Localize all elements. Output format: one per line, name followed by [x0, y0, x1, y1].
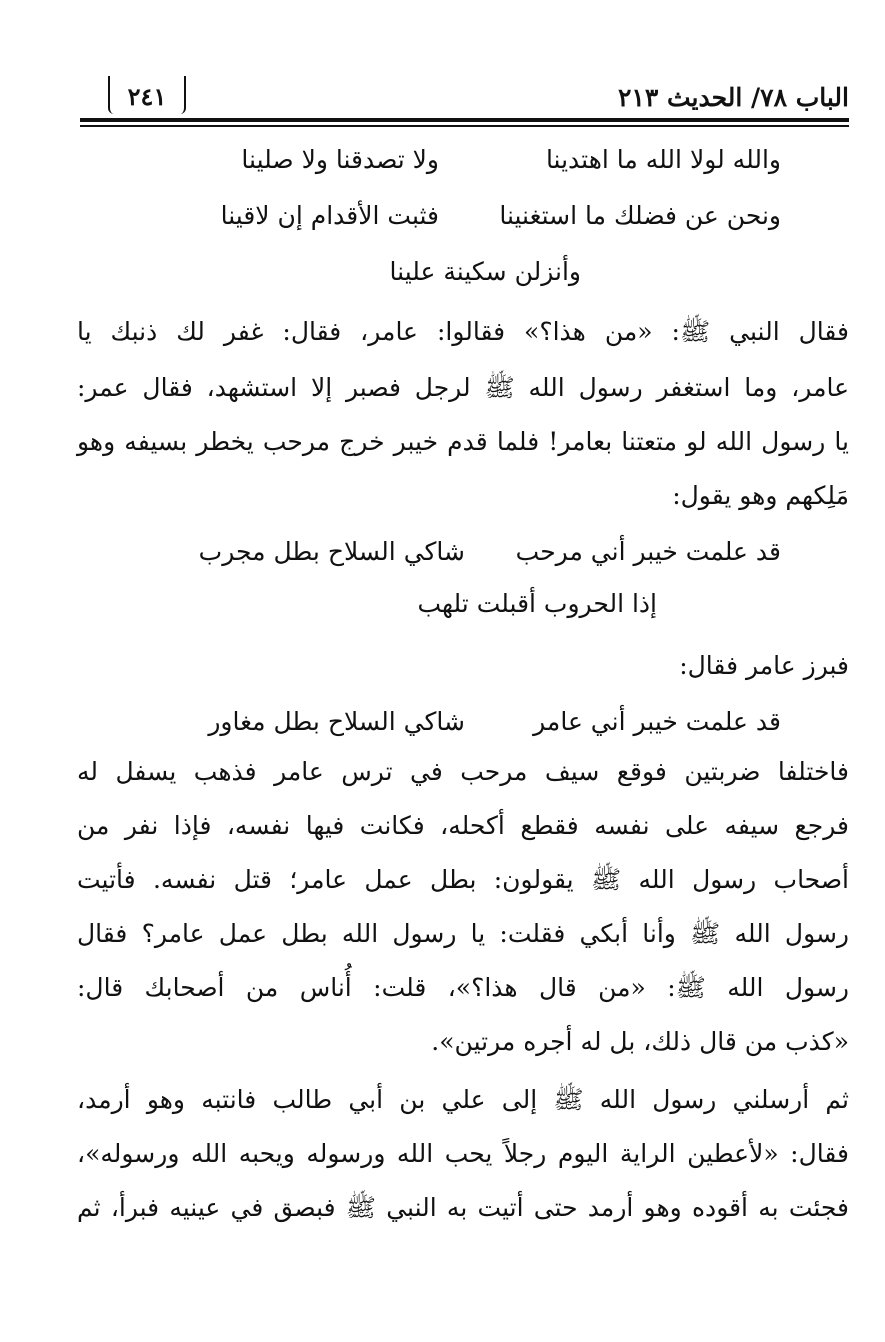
para2-line: فبرز عامر فقال:: [679, 651, 849, 680]
para4-line1: ثم أرسلني رسول الله ﷺ إلى علي بن أبي طالب فانتبه وهو أرمد،: [77, 1085, 849, 1114]
para3-line2: فرجع سيفه على نفسه فقطع أكحله، فكانت فيها نفسه، فإذا نفر من: [77, 811, 849, 840]
header-rule-thin: [80, 125, 849, 127]
para1-line2: عامر، وما استغفر رسول الله ﷺ لرجل فصبر إلا استشهد، فقال عمر:: [77, 373, 849, 402]
para3-line1: فاختلفا ضربتين فوقع سيف مرحب في ترس عامر فذهب يسفل له: [77, 757, 849, 786]
poem1-line2-first-hemistich: ونحن عن فضلك ما استغنينا: [499, 201, 781, 230]
poem1-line3: وأنزلن سكينة علينا: [389, 257, 581, 286]
para1-line4: مَلِكهم وهو يقول:: [672, 481, 849, 510]
poem1-line1-first-hemistich: والله لولا الله ما اهتدينا: [545, 145, 781, 174]
poem2-line2: إذا الحروب أقبلت تلهب: [417, 589, 657, 618]
poem2-line1-second-hemistich: شاكي السلاح بطل مجرب: [198, 537, 465, 566]
poem1-line1-second-hemistich: ولا تصدقنا ولا صلينا: [241, 145, 439, 174]
para3-line4: رسول الله ﷺ وأنا أبكي فقلت: يا رسول الله بطل عمل عامر؟ فقال: [77, 919, 849, 948]
page-number: ٢٤١: [127, 82, 167, 111]
para4-line3: فجئت به أقوده وهو أرمد حتى أتيت به النبي ﷺ فبصق في عينيه فبرأ، ثم: [77, 1193, 849, 1222]
para1-line3: يا رسول الله لو متعتنا بعامر! فلما قدم خيبر خرج مرحب يخطر بسيفه وهو: [77, 427, 849, 456]
para3-line6: «كذب من قال ذلك، بل له أجره مرتين».: [431, 1027, 849, 1056]
poem3-line1-first-hemistich: قد علمت خيبر أني عامر: [533, 707, 781, 736]
chapter-hadith-title: الباب ٧٨/ الحديث ٢١٣: [618, 83, 849, 112]
para3-line5: رسول الله ﷺ: «من قال هذا؟»، قلت: أُناس من أصحابك قال:: [77, 973, 849, 1002]
poem2-line1-first-hemistich: قد علمت خيبر أني مرحب: [515, 537, 781, 566]
poem3-line1-second-hemistich: شاكي السلاح بطل مغاور: [208, 707, 465, 736]
para1-line1: فقال النبي ﷺ: «من هذا؟» فقالوا: عامر، فقال: غفر لك ذنبك يا: [77, 317, 849, 346]
page-number-frame: [104, 68, 190, 116]
para4-line2: فقال: «لأعطين الراية اليوم رجلاً يحب الله ورسوله ويحبه الله ورسوله»،: [77, 1139, 849, 1168]
para3-line3: أصحاب رسول الله ﷺ يقولون: بطل عمل عامر؛ قتل نفسه. فأتيت: [77, 865, 849, 894]
header-rule-thick: [80, 118, 849, 122]
poem1-line2-second-hemistich: فثبت الأقدام إن لاقينا: [220, 201, 439, 230]
